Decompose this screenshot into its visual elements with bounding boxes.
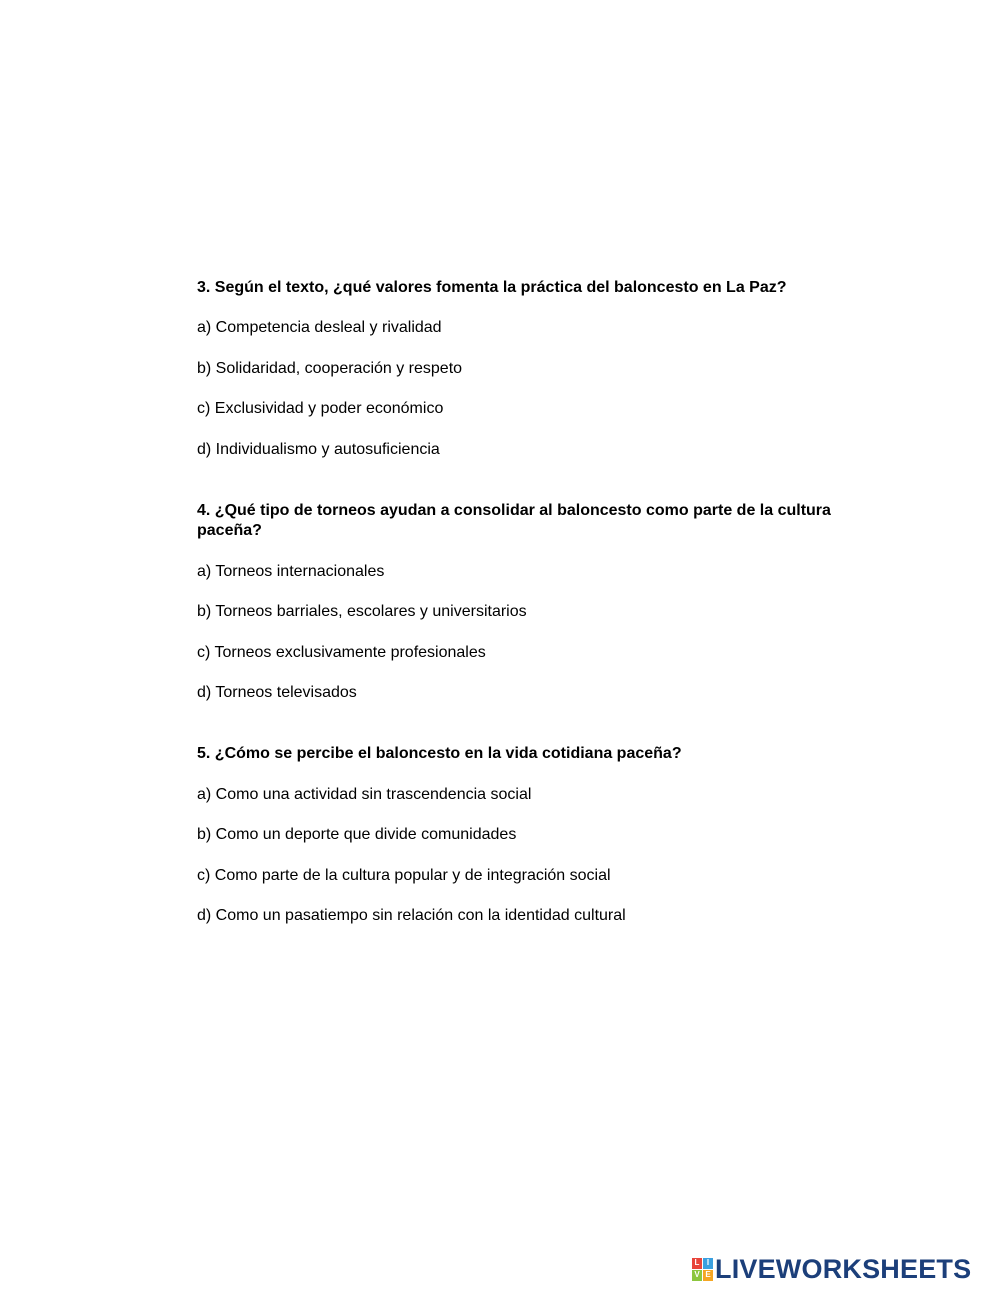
logo-mark-l: L xyxy=(692,1258,702,1269)
question-5-option-c: c) Como parte de la cultura popular y de integración social xyxy=(197,867,611,884)
question-3-option-a: a) Competencia desleal y rivalidad xyxy=(197,319,442,336)
logo-wordmark: LIVEWORKSHEETS xyxy=(715,1254,972,1284)
question-5-option-a: a) Como una actividad sin trascendencia social xyxy=(197,786,532,803)
liveworksheets-logo xyxy=(692,1256,971,1282)
question-4-option-d: d) Torneos televisados xyxy=(197,684,357,701)
logo-mark-v: V xyxy=(692,1270,702,1281)
question-4-option-a: a) Torneos internacionales xyxy=(197,563,385,580)
question-5-option-d: d) Como un pasatiempo sin relación con la identidad cultural xyxy=(197,907,626,924)
question-3-text: 3. Según el texto, ¿qué valores fomenta la práctica del baloncesto en La Paz? xyxy=(197,279,787,296)
question-3-option-b: b) Solidaridad, cooperación y respeto xyxy=(197,360,463,377)
logo-mark-e: E xyxy=(703,1270,713,1281)
logo-mark-i: I xyxy=(703,1258,713,1269)
question-3-option-c: c) Exclusividad y poder económico xyxy=(197,400,444,417)
question-3-option-d: d) Individualismo y autosuficiencia xyxy=(197,441,440,458)
question-4-option-c: c) Torneos exclusivamente profesionales xyxy=(197,644,486,661)
question-5-text: 5. ¿Cómo se percibe el baloncesto en la vida cotidiana paceña? xyxy=(197,745,682,762)
liveworksheets-mark-icon xyxy=(692,1258,712,1280)
question-4-text: 4. ¿Qué tipo de torneos ayudan a consolidar al baloncesto como parte de la cultura paceña? xyxy=(197,502,831,539)
question-4-option-b: b) Torneos barriales, escolares y universitarios xyxy=(197,603,527,620)
question-5-option-b: b) Como un deporte que divide comunidades xyxy=(197,826,517,843)
